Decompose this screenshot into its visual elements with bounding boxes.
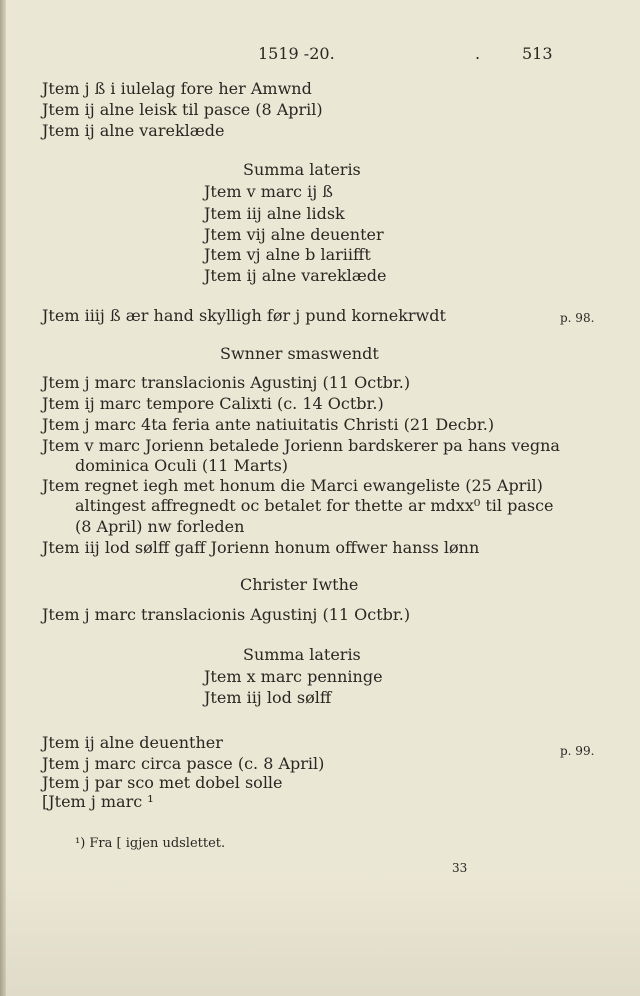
text-line: Jtem x marc penninge (204, 667, 383, 686)
text-line: (8 April) nw forleden (75, 517, 245, 536)
text-line: Jtem j marc circa pasce (c. 8 April) (42, 754, 325, 773)
text-line: Jtem j ß i iulelag fore her Amwnd (42, 79, 312, 98)
text-line: Jtem iij alne lidsk (204, 204, 345, 223)
section-title: Summa lateris (243, 160, 361, 179)
page-number: 513 (522, 44, 553, 63)
text-line: Jtem ij alne deuenther (42, 733, 223, 752)
text-line: Jtem regnet iegh met honum die Marci ewangeliste (25 April) (42, 476, 543, 495)
margin-reference: p. 99. (560, 744, 595, 758)
text-line: Jtem ij alne vareklæde (42, 121, 225, 140)
text-line: Jtem iij lod sølff gaff Jorienn honum offwer hanss lønn (42, 538, 480, 557)
page-edge (0, 0, 6, 996)
text-line: Jtem j marc translacionis Agustinj (11 Octbr.) (42, 373, 411, 392)
text-line: Jtem v marc ij ß (204, 182, 333, 201)
footnote: ¹) Fra [ igjen udslettet. (75, 836, 226, 851)
section-title: Swnner smaswendt (220, 344, 379, 363)
text-line: Jtem v marc Jorienn betalede Jorienn bardskerer pa hans vegna (42, 436, 560, 455)
text-line: dominica Oculi (11 Marts) (75, 456, 289, 475)
text-line: Jtem vij alne deuenter (204, 225, 384, 244)
text-line: altingest affregnedt oc betalet for thette ar mdxx⁰ til pasce (75, 496, 554, 515)
signature-mark: 33 (452, 861, 468, 875)
text-line: Jtem j marc 4ta feria ante natiuitatis Christi (21 Decbr.) (42, 415, 495, 434)
text-line: Jtem j par sco met dobel solle (42, 773, 283, 792)
page-shade (0, 876, 640, 996)
text-line: [Jtem j marc ¹ (42, 792, 154, 811)
section-title: Christer Iwthe (240, 575, 359, 594)
text-line: Jtem ij alne leisk til pasce (8 April) (42, 100, 323, 119)
text-line: Jtem j marc translacionis Agustinj (11 Octbr.) (42, 605, 411, 624)
text-line: Jtem vj alne b lariifft (204, 245, 371, 264)
section-title: Summa lateris (243, 645, 361, 664)
margin-reference: p. 98. (560, 311, 595, 325)
header-years: 1519 -20. (258, 44, 335, 63)
text-line: Jtem ij alne vareklæde (204, 266, 387, 285)
text-line: Jtem iij lod sølff (204, 688, 332, 707)
text-line: Jtem ij marc tempore Calixti (c. 14 Octbr.) (42, 394, 384, 413)
header-dot: . (475, 44, 481, 63)
text-line: Jtem iiij ß ær hand skylligh før j pund kornekrwdt (42, 306, 446, 325)
